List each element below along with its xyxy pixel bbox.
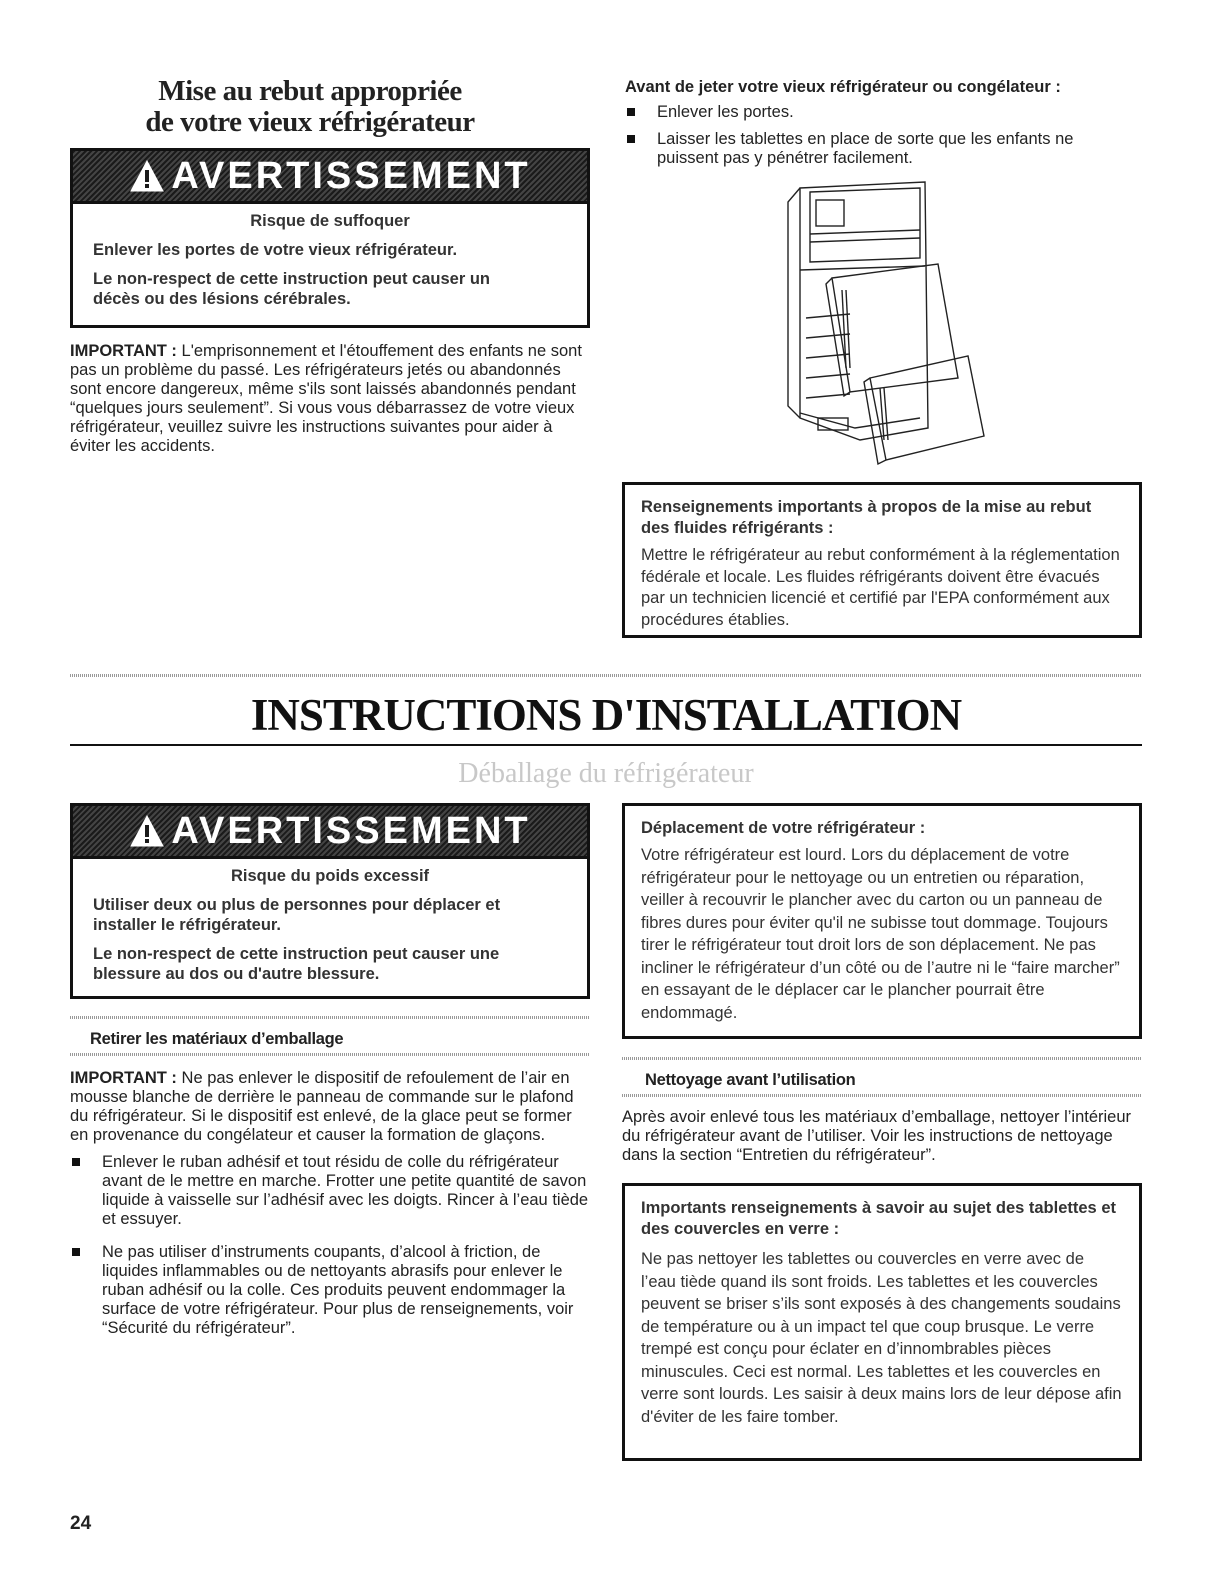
moving-text: Votre réfrigérateur est lourd. Lors du déplacement de votre réfrigérateur pour le nettoyage ou un entretien ou réparation, veiller à recouvrir le plancher avec du carton ou un panneau de fibres dures pour éviter qu'il ne subisse tout dommage. Toujours tirer le réfrigérateur tout droit lors de son déplacement. Ne pas incliner le réfrigérateur d’un côté ou de l’autre ni le “faire marcher” en essayant de le déplacer car le plancher pourrait être endommagé. xyxy=(641,846,1120,1022)
list-item: Laisser les tablettes en place de sorte que les enfants ne puissent pas y pénétrer facilement. xyxy=(625,130,1125,168)
suffocation-warning-box xyxy=(70,148,590,328)
installation-title: INSTRUCTIONS D'INSTALLATION xyxy=(250,690,962,740)
list-item: Enlever le ruban adhésif et tout résidu de colle du réfrigérateur avant de le mettre en marche. Frotter une petite quantité de savon liquide à vaisselle sur l’adhésif avec les doigts. Rincer à l’eau tiède et essuyer. xyxy=(70,1153,590,1229)
packing-list xyxy=(70,1153,590,1338)
glass-text: Ne pas nettoyer les tablettes ou couvercles en verre avec de l’eau tiède quand ils sont froids. Les tablettes et les couvercles peuvent se briser s’ils sont exposés à des changements soudains de température ou à un impact tel que coup brusque. Le verre trempé est conçu pour éclater en d’innombrables pièces minuscules. Ceci est normal. Les tablettes et les couvercles en verre sont lourds. Les saisir à deux mains lors de leur dépose afin d'éviter de les faire tomber. xyxy=(641,1250,1122,1426)
packing-section xyxy=(70,1069,590,1346)
before-disposal-section xyxy=(625,78,1125,176)
important-text: L'emprisonnement et l'étouffement des enfants ne sont pas un problème du passé. Les réfrigérateurs jetés ou abandonnés sont encore dangereux, même s'ils sont laissés abandonnés pendant “quelques jours seulement”. Si vous vous débarrassez de votre vieux réfrigérateur, veuillez suivre les instructions suivantes pour aider à éviter les accidents. xyxy=(70,342,582,455)
packing-important-paragraph xyxy=(70,1069,590,1145)
important-label: IMPORTANT : xyxy=(70,1069,177,1087)
refrigerant-heading: Renseignements importants à propos de la mise au rebut des fluides réfrigérants : xyxy=(641,498,1092,537)
disposal-title-line2: de votre vieux réfrigérateur xyxy=(145,106,475,138)
glass-heading: Importants renseignements à savoir au sujet des tablettes et des couvercles en verre : xyxy=(641,1199,1116,1238)
warning-label: AVERTISSEMENT xyxy=(171,809,531,852)
warning-line2: Le non-respect de cette instruction peut causer une blessure au dos ou d'autre blessure. xyxy=(93,945,500,983)
cleaning-heading: Nettoyage avant l’utilisation xyxy=(645,1071,856,1089)
section-divider-hatch xyxy=(70,674,1142,677)
refrigerant-info-box xyxy=(622,482,1142,638)
subheading-hatch-bottom xyxy=(70,1053,590,1056)
moving-heading: Déplacement de votre réfrigérateur : xyxy=(641,819,926,837)
refrigerator-doors-removed-illustration xyxy=(770,178,990,468)
installation-subtitle: Déballage du réfrigérateur xyxy=(458,758,754,789)
page-number: 24 xyxy=(70,1513,92,1534)
packing-heading: Retirer les matériaux d’emballage xyxy=(90,1030,344,1048)
moving-info-box xyxy=(622,803,1142,1039)
warning-line2: Le non-respect de cette instruction peut causer un décès ou des lésions cérébrales. xyxy=(93,270,490,308)
list-item: Enlever les portes. xyxy=(625,103,1125,122)
disposal-title-line1: Mise au rebut appropriée xyxy=(158,75,462,107)
before-disposal-list xyxy=(625,103,1125,168)
warning-triangle-icon xyxy=(129,814,165,848)
refrigerant-text: Mettre le réfrigérateur au rebut conformément à la réglementation fédérale et locale. Les fluides réfrigérants doivent être évacués par un technicien licencié et certifié par l'EPA conformément aux procédures établies. xyxy=(641,546,1120,629)
glass-info-box xyxy=(622,1183,1142,1461)
disposal-title xyxy=(120,76,500,138)
warning-risk: Risque du poids excessif xyxy=(230,867,430,885)
warning-label: AVERTISSEMENT xyxy=(171,154,531,197)
subheading-hatch-top xyxy=(622,1057,1142,1060)
before-disposal-heading: Avant de jeter votre vieux réfrigérateur ou congélateur : xyxy=(625,78,1061,96)
warning-header xyxy=(73,806,587,859)
subheading-hatch-top xyxy=(70,1016,590,1019)
important-text: Ne pas enlever le dispositif de refoulement de l’air en mousse blanche de derrière le panneau de commande sur le plafond du réfrigérateur. Si le dispositif est enlevé, de la glace peut se former en provenance du congélateur et causer la formation de glaçons. xyxy=(70,1069,574,1144)
important-label: IMPORTANT : xyxy=(70,342,177,360)
subheading-hatch-bottom xyxy=(622,1094,1142,1097)
disposal-important-paragraph xyxy=(70,342,590,456)
warning-header xyxy=(73,151,587,204)
list-item: Ne pas utiliser d’instruments coupants, d’alcool à friction, de liquides inflammables ou de nettoyants abrasifs pour enlever le ruban adhésif ou la colle. Ces produits peuvent endommager la surface de votre réfrigérateur. Pour plus de renseignements, voir “Sécurité du réfrigérateur”. xyxy=(70,1243,590,1338)
cleaning-text: Après avoir enlevé tous les matériaux d’emballage, nettoyer l’intérieur du réfrigérateur avant de l’utiliser. Voir les instructions de nettoyage dans la section “Entretien du réfrigérateur”. xyxy=(622,1108,1132,1164)
warning-triangle-icon xyxy=(129,159,165,193)
weight-warning-box xyxy=(70,803,590,999)
warning-line1: Enlever les portes de votre vieux réfrigérateur. xyxy=(93,241,458,259)
title-rule xyxy=(70,744,1142,746)
warning-risk: Risque de suffoquer xyxy=(250,212,410,230)
warning-line1: Utiliser deux ou plus de personnes pour déplacer et installer le réfrigérateur. xyxy=(93,896,501,934)
